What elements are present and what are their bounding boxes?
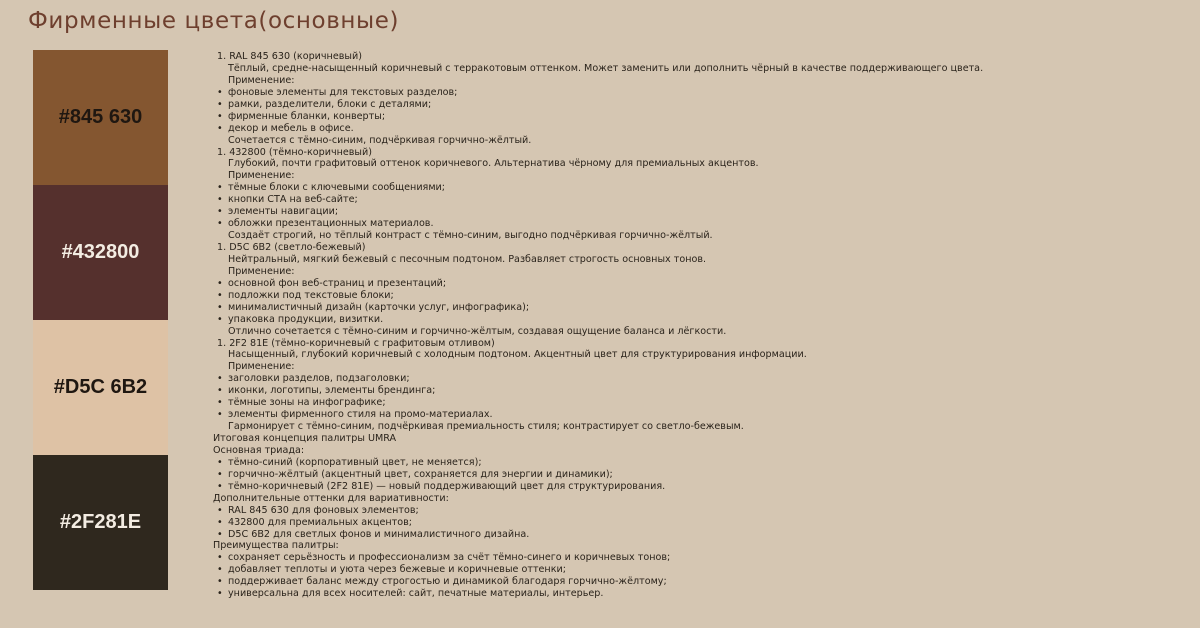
bullet-item: • минималистичный дизайн (карточки услуг, инфографика); xyxy=(213,302,1188,314)
bullet-item: • добавляет теплоты и уюта через бежевые и коричневые оттенки; xyxy=(213,564,1188,576)
text-line: 1. D5C 6B2 (светло-бежевый) xyxy=(217,242,366,253)
bullet-item: • кнопки СТА на веб-сайте; xyxy=(213,194,1188,206)
bullet-item: • универсальна для всех носителей: сайт, печатные материалы, интерьер. xyxy=(213,588,1188,600)
text-line: Нейтральный, мягкий бежевый с песочным подтоном. Разбавляет строгость основных тонов. xyxy=(228,253,707,265)
text-line: Дополнительные оттенки для вариативности: xyxy=(213,492,449,504)
text-line: Отлично сочетается с тёмно-синим и горчично-жёлтым, создавая ощущение баланса и лёгкости. xyxy=(228,325,727,337)
text-line: Преимущества палитры: xyxy=(213,540,339,552)
swatch-graphite-brown: #2F281E xyxy=(33,455,168,590)
bullet-item: • сохраняет серьёзность и профессионализм за счёт тёмно-синего и коричневых тонов; xyxy=(213,552,1188,564)
page-title: Фирменные цвета(основные) xyxy=(28,8,400,34)
text-line: 1. 2F2 81E (тёмно-коричневый с графитовым отливом) xyxy=(217,337,495,349)
bullet-item: • RAL 845 630 для фоновых элементов; xyxy=(213,505,1188,517)
bullet-item: • горчично-жёлтый (акцентный цвет, сохраняется для энергии и динамики); xyxy=(213,469,1188,481)
bullet-item: • обложки презентационных материалов. xyxy=(213,218,1188,230)
bullet-item: • фоновые элементы для текстовых разделов; xyxy=(213,87,1188,99)
bullet-item: • заголовки разделов, подзаголовки; xyxy=(213,373,1188,385)
bullet-item: • основной фон веб-страниц и презентаций; xyxy=(213,278,1188,290)
bullet-item: • D5C 6B2 для светлых фонов и минималистичного дизайна. xyxy=(213,529,1188,541)
bullet-item: • декор и мебель в офисе. xyxy=(213,123,1188,135)
bullet-item: • элементы фирменного стиля на промо-материалах. xyxy=(213,409,1188,421)
bullet-item: • фирменные бланки, конверты; xyxy=(213,111,1188,123)
swatch-light-beige: #D5C 6B2 xyxy=(33,320,168,455)
text-line: Применение: xyxy=(228,74,295,86)
text-line: Гармонирует с тёмно-синим, подчёркивая премиальность стиля; контрастирует со светло-бежевым. xyxy=(228,421,744,433)
bullet-item: • тёмные блоки с ключевыми сообщениями; xyxy=(213,182,1188,194)
text-line: Сочетается с тёмно-синим, подчёркивая горчично-жёлтый. xyxy=(228,134,532,146)
bullet-item: • элементы навигации; xyxy=(213,206,1188,218)
bullet-item: • тёмно-коричневый (2F2 81E) — новый поддерживающий цвет для структурирования. xyxy=(213,481,1188,493)
text-line: Применение: xyxy=(228,265,295,277)
swatch-brown: #845 630 xyxy=(33,50,168,185)
bullet-item: • тёмные зоны на инфографике; xyxy=(213,397,1188,409)
bullet-item: • иконки, логотипы, элементы брендинга; xyxy=(213,385,1188,397)
bullet-item: • подложки под текстовые блоки; xyxy=(213,290,1188,302)
bullet-item: • упаковка продукции, визитки. xyxy=(213,314,1188,326)
text-line: Основная триада: xyxy=(213,444,305,456)
bullet-item: • тёмно-синий (корпоративный цвет, не меняется); xyxy=(213,457,1188,469)
text-line: Применение: xyxy=(228,170,295,182)
bullet-item: • поддерживает баланс между строгостью и динамикой благодаря горчично-жёлтому; xyxy=(213,576,1188,588)
text-line: Насыщенный, глубокий коричневый с холодным подтоном. Акцентный цвет для структурирования информации. xyxy=(228,349,807,361)
bullet-item: • 432800 для премиальных акцентов; xyxy=(213,517,1188,529)
swatch-dark-brown: #432800 xyxy=(33,185,168,320)
text-line: 1. RAL 845 630 (коричневый) xyxy=(217,51,362,62)
text-line: Глубокий, почти графитовый оттенок коричневого. Альтернатива чёрному для премиальных акцентов. xyxy=(228,158,759,170)
palette-description xyxy=(213,51,1188,600)
text-line: 1. 432800 (тёмно-коричневый) xyxy=(217,146,372,158)
text-line: Создаёт строгий, но тёплый контраст с тёмно-синим, выгодно подчёркивая горчично-жёлтый. xyxy=(228,230,713,242)
text-line: Тёплый, средне-насыщенный коричневый с терракотовым оттенком. Может заменить или дополнить чёрный в качестве поддерживающего цвета. xyxy=(228,62,984,74)
color-swatches xyxy=(33,50,168,590)
text-line: Итоговая концепция палитры UMRA xyxy=(213,433,397,444)
text-line: Применение: xyxy=(228,361,295,373)
bullet-item: • рамки, разделители, блоки с деталями; xyxy=(213,99,1188,111)
